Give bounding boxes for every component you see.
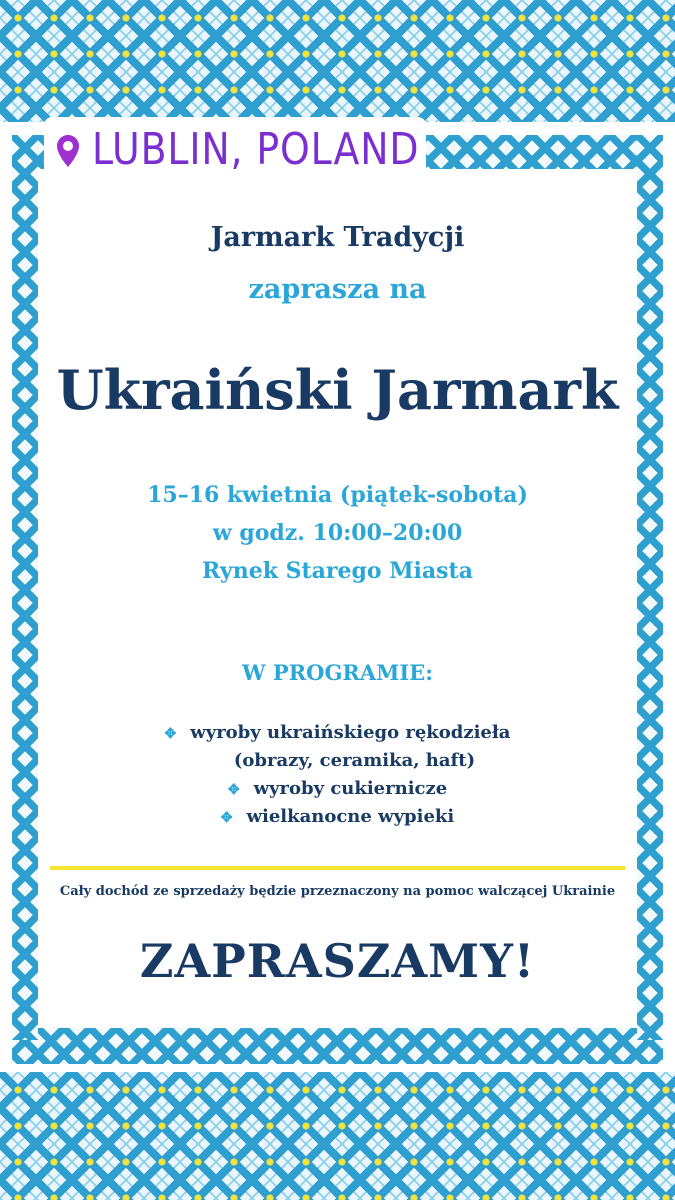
program-item-text: wielkanocne wypieki — [246, 806, 455, 827]
program-heading: W PROGRAMIE: — [242, 660, 433, 685]
program-item — [40, 750, 635, 771]
organizer-name: Jarmark Tradycji — [210, 222, 465, 253]
program-item-text: wyroby ukraińskiego rękodzieła — [190, 722, 511, 743]
yellow-divider — [50, 866, 625, 870]
embroidery-inner-bottom-border — [12, 1028, 663, 1064]
embroidery-right-border — [637, 135, 663, 1040]
event-hours: w godz. 10:00–20:00 — [212, 520, 463, 546]
invite-text: zaprasza na — [248, 274, 427, 305]
program-item — [40, 722, 635, 743]
embroidery-top-band — [0, 0, 675, 122]
call-to-action: ZAPRASZAMY! — [139, 934, 536, 988]
location-label[interactable]: LUBLIN, POLAND — [92, 124, 420, 175]
event-date: 15–16 kwietnia (piątek-sobota) — [147, 482, 528, 508]
embroidery-bottom-band — [0, 1072, 675, 1200]
program-item — [40, 778, 635, 799]
bullet-icon: ✥ — [164, 726, 177, 742]
event-title: Ukraiński Jarmark — [56, 358, 619, 422]
program-item-text: (obrazy, ceramika, haft) — [233, 750, 476, 771]
program-item — [40, 806, 635, 827]
program-item-text: wyroby cukiernicze — [253, 778, 448, 799]
location-pin-icon — [56, 134, 80, 168]
proceeds-note: Cały dochód ze sprzedaży będzie przeznaczony na pomoc walczącej Ukrainie — [59, 884, 616, 899]
embroidery-left-border — [12, 135, 38, 1040]
bullet-icon: ✥ — [227, 782, 240, 798]
event-place: Rynek Starego Miasta — [202, 558, 473, 584]
bullet-icon: ✥ — [220, 810, 233, 826]
